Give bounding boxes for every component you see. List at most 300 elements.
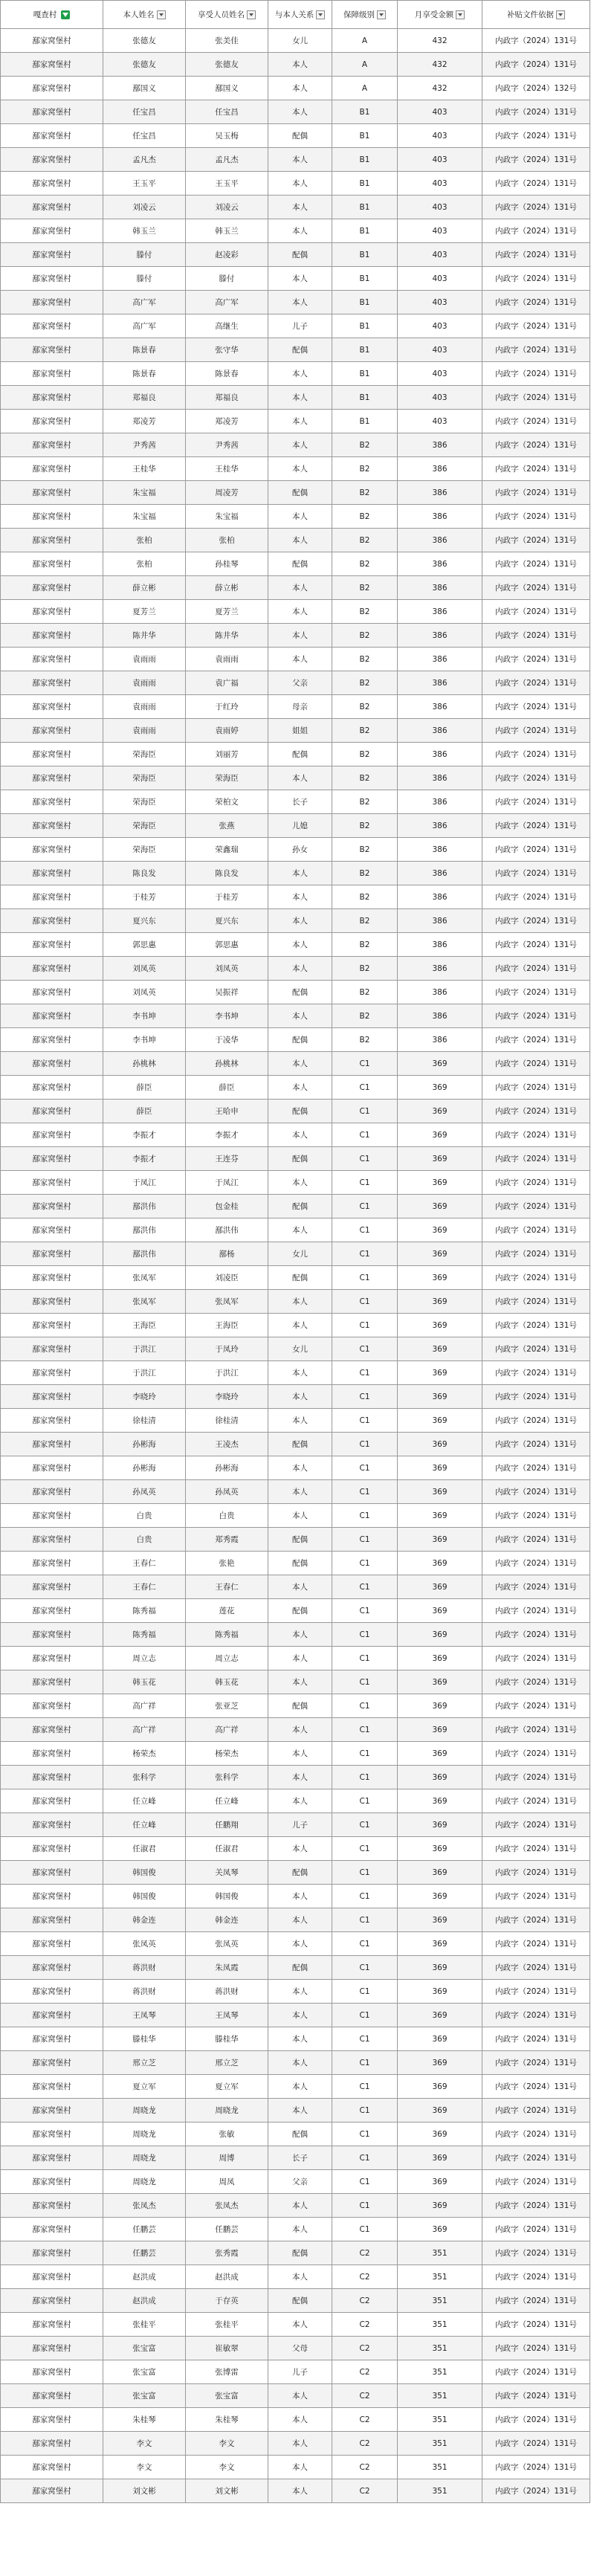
amount-cell[interactable]: 403 [398, 267, 482, 291]
relation-cell[interactable]: 本人 [268, 1504, 332, 1528]
beneficiary-name-cell[interactable]: 刘凌臣 [186, 1266, 268, 1290]
relation-cell[interactable]: 本人 [268, 172, 332, 196]
level-cell[interactable]: B2 [332, 648, 398, 671]
village-cell[interactable]: 鄯家窝堡村 [1, 695, 103, 719]
document-cell[interactable]: 内政字（2024）131号 [482, 719, 590, 743]
person-name-cell[interactable]: 李晓玲 [103, 1385, 186, 1409]
level-cell[interactable]: C1 [332, 1218, 398, 1242]
level-cell[interactable]: B2 [332, 981, 398, 1004]
relation-cell[interactable]: 配偶 [268, 1266, 332, 1290]
relation-cell[interactable]: 本人 [268, 1361, 332, 1385]
level-cell[interactable]: B1 [332, 219, 398, 243]
person-name-cell[interactable]: 孙彬海 [103, 1456, 186, 1480]
person-name-cell[interactable]: 滕付 [103, 267, 186, 291]
beneficiary-name-cell[interactable]: 韩玉兰 [186, 219, 268, 243]
relation-cell[interactable]: 本人 [268, 77, 332, 100]
amount-cell[interactable]: 369 [398, 1813, 482, 1837]
level-cell[interactable]: B2 [332, 529, 398, 552]
amount-cell[interactable]: 403 [398, 100, 482, 124]
person-name-cell[interactable]: 张凤军 [103, 1290, 186, 1314]
beneficiary-name-cell[interactable]: 夏立军 [186, 2075, 268, 2099]
document-cell[interactable]: 内政字（2024）131号 [482, 1504, 590, 1528]
level-cell[interactable]: C1 [332, 1123, 398, 1147]
relation-cell[interactable]: 本人 [268, 505, 332, 529]
relation-cell[interactable]: 儿媳 [268, 814, 332, 838]
village-cell[interactable]: 鄯家窝堡村 [1, 2265, 103, 2289]
person-name-cell[interactable]: 朱宝福 [103, 505, 186, 529]
amount-cell[interactable]: 351 [398, 2384, 482, 2408]
relation-cell[interactable]: 本人 [268, 2479, 332, 2503]
village-cell[interactable]: 鄯家窝堡村 [1, 933, 103, 957]
village-cell[interactable]: 鄯家窝堡村 [1, 671, 103, 695]
amount-cell[interactable]: 351 [398, 2337, 482, 2360]
beneficiary-name-cell[interactable]: 包金桂 [186, 1195, 268, 1218]
relation-cell[interactable]: 配偶 [268, 1694, 332, 1718]
beneficiary-name-cell[interactable]: 于桂芳 [186, 885, 268, 909]
amount-cell[interactable]: 386 [398, 814, 482, 838]
amount-cell[interactable]: 369 [398, 1861, 482, 1885]
amount-cell[interactable]: 369 [398, 1623, 482, 1647]
document-cell[interactable]: 内政字（2024）131号 [482, 29, 590, 53]
amount-cell[interactable]: 386 [398, 743, 482, 766]
beneficiary-name-cell[interactable]: 韩金连 [186, 1908, 268, 1932]
beneficiary-name-cell[interactable]: 李书坤 [186, 1004, 268, 1028]
document-cell[interactable]: 内政字（2024）131号 [482, 2075, 590, 2099]
village-cell[interactable]: 鄯家窝堡村 [1, 1147, 103, 1171]
beneficiary-name-cell[interactable]: 韩玉花 [186, 1670, 268, 1694]
document-cell[interactable]: 内政字（2024）131号 [482, 576, 590, 600]
beneficiary-name-cell[interactable]: 周晓龙 [186, 2099, 268, 2123]
relation-cell[interactable]: 配偶 [268, 2289, 332, 2313]
person-name-cell[interactable]: 任宝昌 [103, 100, 186, 124]
person-name-cell[interactable]: 韩金连 [103, 1908, 186, 1932]
level-cell[interactable]: C1 [332, 1694, 398, 1718]
beneficiary-name-cell[interactable]: 刘凌云 [186, 196, 268, 219]
level-cell[interactable]: C1 [332, 1052, 398, 1076]
amount-cell[interactable]: 369 [398, 1337, 482, 1361]
beneficiary-name-cell[interactable]: 张柏 [186, 529, 268, 552]
beneficiary-name-cell[interactable]: 白贵 [186, 1504, 268, 1528]
amount-cell[interactable]: 369 [398, 1504, 482, 1528]
relation-cell[interactable]: 本人 [268, 1409, 332, 1433]
amount-cell[interactable]: 386 [398, 481, 482, 505]
village-cell[interactable]: 鄯家窝堡村 [1, 1218, 103, 1242]
person-name-cell[interactable]: 张桂平 [103, 2313, 186, 2337]
beneficiary-name-cell[interactable]: 于洪江 [186, 1361, 268, 1385]
document-cell[interactable]: 内政字（2024）131号 [482, 362, 590, 386]
relation-cell[interactable]: 配偶 [268, 243, 332, 267]
level-cell[interactable]: B1 [332, 100, 398, 124]
village-cell[interactable]: 鄯家窝堡村 [1, 1433, 103, 1456]
village-cell[interactable]: 鄯家窝堡村 [1, 1504, 103, 1528]
document-cell[interactable]: 内政字（2024）131号 [482, 410, 590, 433]
amount-cell[interactable]: 432 [398, 53, 482, 77]
person-name-cell[interactable]: 任淑君 [103, 1837, 186, 1861]
level-cell[interactable]: C1 [332, 1861, 398, 1885]
person-name-cell[interactable]: 李振才 [103, 1123, 186, 1147]
document-cell[interactable]: 内政字（2024）131号 [482, 671, 590, 695]
amount-cell[interactable]: 403 [398, 314, 482, 338]
document-cell[interactable]: 内政字（2024）131号 [482, 695, 590, 719]
amount-cell[interactable]: 386 [398, 600, 482, 624]
document-cell[interactable]: 内政字（2024）131号 [482, 1766, 590, 1789]
amount-cell[interactable]: 403 [398, 172, 482, 196]
amount-cell[interactable]: 369 [398, 1908, 482, 1932]
village-cell[interactable]: 鄯家窝堡村 [1, 838, 103, 862]
relation-cell[interactable]: 本人 [268, 1123, 332, 1147]
relation-cell[interactable]: 本人 [268, 1314, 332, 1337]
person-name-cell[interactable]: 薛臣 [103, 1100, 186, 1123]
amount-cell[interactable]: 369 [398, 1361, 482, 1385]
relation-cell[interactable]: 本人 [268, 2408, 332, 2432]
level-cell[interactable]: B1 [332, 124, 398, 148]
relation-cell[interactable]: 本人 [268, 457, 332, 481]
relation-cell[interactable]: 儿子 [268, 1813, 332, 1837]
document-cell[interactable]: 内政字（2024）131号 [482, 2099, 590, 2123]
amount-cell[interactable]: 403 [398, 243, 482, 267]
level-cell[interactable]: C1 [332, 1385, 398, 1409]
beneficiary-name-cell[interactable]: 夏兴东 [186, 909, 268, 933]
village-cell[interactable]: 鄯家窝堡村 [1, 1361, 103, 1385]
beneficiary-name-cell[interactable]: 郑福良 [186, 386, 268, 410]
level-cell[interactable]: C1 [332, 1195, 398, 1218]
amount-cell[interactable]: 386 [398, 648, 482, 671]
relation-cell[interactable]: 本人 [268, 1766, 332, 1789]
village-cell[interactable]: 鄯家窝堡村 [1, 1337, 103, 1361]
person-name-cell[interactable]: 王凤琴 [103, 2004, 186, 2027]
village-cell[interactable]: 鄯家窝堡村 [1, 433, 103, 457]
beneficiary-name-cell[interactable]: 薛立彬 [186, 576, 268, 600]
amount-cell[interactable]: 369 [398, 2194, 482, 2218]
amount-cell[interactable]: 351 [398, 2479, 482, 2503]
amount-cell[interactable]: 369 [398, 1100, 482, 1123]
village-cell[interactable]: 鄯家窝堡村 [1, 1908, 103, 1932]
level-cell[interactable]: B2 [332, 671, 398, 695]
beneficiary-name-cell[interactable]: 滕付 [186, 267, 268, 291]
column-header-document-basis[interactable] [482, 1, 590, 29]
relation-cell[interactable]: 本人 [268, 862, 332, 885]
person-name-cell[interactable]: 荣海臣 [103, 814, 186, 838]
beneficiary-name-cell[interactable]: 周凤 [186, 2170, 268, 2194]
beneficiary-name-cell[interactable]: 于凌华 [186, 1028, 268, 1052]
document-cell[interactable]: 内政字（2024）131号 [482, 1076, 590, 1100]
beneficiary-name-cell[interactable]: 朱桂琴 [186, 2408, 268, 2432]
amount-cell[interactable]: 386 [398, 981, 482, 1004]
person-name-cell[interactable]: 王春仁 [103, 1575, 186, 1599]
person-name-cell[interactable]: 鄯国义 [103, 77, 186, 100]
village-cell[interactable]: 鄯家窝堡村 [1, 1314, 103, 1337]
column-header-person-name[interactable] [103, 1, 186, 29]
level-cell[interactable]: C1 [332, 1670, 398, 1694]
village-cell[interactable]: 鄯家窝堡村 [1, 624, 103, 648]
document-cell[interactable]: 内政字（2024）131号 [482, 2408, 590, 2432]
relation-cell[interactable]: 本人 [268, 2384, 332, 2408]
village-cell[interactable]: 鄯家窝堡村 [1, 2027, 103, 2051]
amount-cell[interactable]: 369 [398, 2099, 482, 2123]
level-cell[interactable]: C1 [332, 2218, 398, 2241]
level-cell[interactable]: A [332, 29, 398, 53]
person-name-cell[interactable]: 夏立军 [103, 2075, 186, 2099]
beneficiary-name-cell[interactable]: 邢立芝 [186, 2051, 268, 2075]
amount-cell[interactable]: 386 [398, 957, 482, 981]
beneficiary-name-cell[interactable]: 尹秀茜 [186, 433, 268, 457]
person-name-cell[interactable]: 夏芳兰 [103, 600, 186, 624]
beneficiary-name-cell[interactable]: 张科学 [186, 1766, 268, 1789]
document-cell[interactable]: 内政字（2024）131号 [482, 743, 590, 766]
person-name-cell[interactable]: 王桂华 [103, 457, 186, 481]
filter-dropdown-icon[interactable] [316, 10, 325, 19]
village-cell[interactable]: 鄯家窝堡村 [1, 267, 103, 291]
person-name-cell[interactable]: 杨荣杰 [103, 1742, 186, 1766]
person-name-cell[interactable]: 张柏 [103, 552, 186, 576]
relation-cell[interactable]: 父亲 [268, 2170, 332, 2194]
person-name-cell[interactable]: 鄯洪伟 [103, 1195, 186, 1218]
village-cell[interactable]: 鄯家窝堡村 [1, 1575, 103, 1599]
beneficiary-name-cell[interactable]: 陈秀福 [186, 1623, 268, 1647]
document-cell[interactable]: 内政字（2024）131号 [482, 1647, 590, 1670]
beneficiary-name-cell[interactable]: 赵凌彩 [186, 243, 268, 267]
document-cell[interactable]: 内政字（2024）131号 [482, 172, 590, 196]
level-cell[interactable]: C1 [332, 2004, 398, 2027]
beneficiary-name-cell[interactable]: 郑凌芳 [186, 410, 268, 433]
level-cell[interactable]: B1 [332, 267, 398, 291]
amount-cell[interactable]: 351 [398, 2289, 482, 2313]
person-name-cell[interactable]: 薛立彬 [103, 576, 186, 600]
relation-cell[interactable]: 本人 [268, 386, 332, 410]
amount-cell[interactable]: 351 [398, 2432, 482, 2456]
level-cell[interactable]: C1 [332, 1456, 398, 1480]
document-cell[interactable]: 内政字（2024）131号 [482, 2360, 590, 2384]
beneficiary-name-cell[interactable]: 陈井华 [186, 624, 268, 648]
document-cell[interactable]: 内政字（2024）131号 [482, 148, 590, 172]
document-cell[interactable]: 内政字（2024）131号 [482, 552, 590, 576]
person-name-cell[interactable]: 李文 [103, 2432, 186, 2456]
amount-cell[interactable]: 351 [398, 2456, 482, 2479]
beneficiary-name-cell[interactable]: 刘凤英 [186, 957, 268, 981]
person-name-cell[interactable]: 韩国俊 [103, 1885, 186, 1908]
beneficiary-name-cell[interactable]: 吴玉梅 [186, 124, 268, 148]
relation-cell[interactable]: 本人 [268, 219, 332, 243]
document-cell[interactable]: 内政字（2024）131号 [482, 1218, 590, 1242]
person-name-cell[interactable]: 鄯洪伟 [103, 1218, 186, 1242]
relation-cell[interactable]: 本人 [268, 196, 332, 219]
document-cell[interactable]: 内政字（2024）131号 [482, 219, 590, 243]
document-cell[interactable]: 内政字（2024）131号 [482, 1171, 590, 1195]
person-name-cell[interactable]: 高广祥 [103, 1694, 186, 1718]
level-cell[interactable]: B1 [332, 410, 398, 433]
relation-cell[interactable]: 本人 [268, 410, 332, 433]
relation-cell[interactable]: 配偶 [268, 338, 332, 362]
document-cell[interactable]: 内政字（2024）131号 [482, 1623, 590, 1647]
amount-cell[interactable]: 369 [398, 1195, 482, 1218]
person-name-cell[interactable]: 李书坤 [103, 1028, 186, 1052]
village-cell[interactable]: 鄯家窝堡村 [1, 1028, 103, 1052]
person-name-cell[interactable]: 郭思惠 [103, 933, 186, 957]
beneficiary-name-cell[interactable]: 任鹏翔 [186, 1813, 268, 1837]
amount-cell[interactable]: 369 [398, 1575, 482, 1599]
beneficiary-name-cell[interactable]: 郭思惠 [186, 933, 268, 957]
person-name-cell[interactable]: 薛臣 [103, 1076, 186, 1100]
document-cell[interactable]: 内政字（2024）131号 [482, 2194, 590, 2218]
relation-cell[interactable]: 本人 [268, 1718, 332, 1742]
relation-cell[interactable]: 本人 [268, 1004, 332, 1028]
level-cell[interactable]: B1 [332, 243, 398, 267]
beneficiary-name-cell[interactable]: 任立峰 [186, 1789, 268, 1813]
village-cell[interactable]: 鄯家窝堡村 [1, 291, 103, 314]
beneficiary-name-cell[interactable]: 王凌杰 [186, 1433, 268, 1456]
beneficiary-name-cell[interactable]: 荣海臣 [186, 766, 268, 790]
village-cell[interactable]: 鄯家窝堡村 [1, 386, 103, 410]
document-cell[interactable]: 内政字（2024）131号 [482, 267, 590, 291]
level-cell[interactable]: C2 [332, 2432, 398, 2456]
level-cell[interactable]: C1 [332, 1552, 398, 1575]
village-cell[interactable]: 鄯家窝堡村 [1, 2289, 103, 2313]
village-cell[interactable]: 鄯家窝堡村 [1, 1100, 103, 1123]
amount-cell[interactable]: 386 [398, 576, 482, 600]
person-name-cell[interactable]: 孙桃林 [103, 1052, 186, 1076]
document-cell[interactable]: 内政字（2024）131号 [482, 196, 590, 219]
beneficiary-name-cell[interactable]: 张桂平 [186, 2313, 268, 2337]
relation-cell[interactable]: 本人 [268, 2456, 332, 2479]
beneficiary-name-cell[interactable]: 徐桂清 [186, 1409, 268, 1433]
amount-cell[interactable]: 403 [398, 291, 482, 314]
person-name-cell[interactable]: 于洪江 [103, 1337, 186, 1361]
beneficiary-name-cell[interactable]: 孙彬海 [186, 1456, 268, 1480]
amount-cell[interactable]: 403 [398, 362, 482, 386]
beneficiary-name-cell[interactable]: 朱宝福 [186, 505, 268, 529]
level-cell[interactable]: A [332, 77, 398, 100]
amount-cell[interactable]: 369 [398, 2146, 482, 2170]
person-name-cell[interactable]: 白贵 [103, 1528, 186, 1552]
amount-cell[interactable]: 369 [398, 1123, 482, 1147]
beneficiary-name-cell[interactable]: 荣鑫瑞 [186, 838, 268, 862]
level-cell[interactable]: B1 [332, 291, 398, 314]
village-cell[interactable]: 鄯家窝堡村 [1, 600, 103, 624]
amount-cell[interactable]: 351 [398, 2313, 482, 2337]
level-cell[interactable]: B2 [332, 790, 398, 814]
document-cell[interactable]: 内政字（2024）131号 [482, 1932, 590, 1956]
amount-cell[interactable]: 351 [398, 2360, 482, 2384]
filter-dropdown-icon[interactable] [556, 10, 565, 19]
village-cell[interactable]: 鄯家窝堡村 [1, 1266, 103, 1290]
person-name-cell[interactable]: 朱宝福 [103, 481, 186, 505]
relation-cell[interactable]: 本人 [268, 1647, 332, 1670]
amount-cell[interactable]: 369 [398, 1385, 482, 1409]
beneficiary-name-cell[interactable]: 任鹏芸 [186, 2218, 268, 2241]
beneficiary-name-cell[interactable]: 王连芬 [186, 1147, 268, 1171]
document-cell[interactable]: 内政字（2024）131号 [482, 2051, 590, 2075]
level-cell[interactable]: C1 [332, 1433, 398, 1456]
village-cell[interactable]: 鄯家窝堡村 [1, 790, 103, 814]
amount-cell[interactable]: 351 [398, 2408, 482, 2432]
person-name-cell[interactable]: 陈秀福 [103, 1599, 186, 1623]
amount-cell[interactable]: 386 [398, 552, 482, 576]
village-cell[interactable]: 鄯家窝堡村 [1, 1766, 103, 1789]
amount-cell[interactable]: 432 [398, 29, 482, 53]
amount-cell[interactable]: 386 [398, 838, 482, 862]
amount-cell[interactable]: 369 [398, 1980, 482, 2004]
level-cell[interactable]: B2 [332, 1028, 398, 1052]
level-cell[interactable]: B1 [332, 172, 398, 196]
document-cell[interactable]: 内政字（2024）131号 [482, 933, 590, 957]
amount-cell[interactable]: 369 [398, 1242, 482, 1266]
amount-cell[interactable]: 403 [398, 196, 482, 219]
beneficiary-name-cell[interactable]: 张燕 [186, 814, 268, 838]
person-name-cell[interactable]: 蒋洪财 [103, 1956, 186, 1980]
amount-cell[interactable]: 369 [398, 1433, 482, 1456]
person-name-cell[interactable]: 韩玉兰 [103, 219, 186, 243]
document-cell[interactable]: 内政字（2024）131号 [482, 624, 590, 648]
document-cell[interactable]: 内政字（2024）131号 [482, 862, 590, 885]
document-cell[interactable]: 内政字（2024）131号 [482, 505, 590, 529]
document-cell[interactable]: 内政字（2024）131号 [482, 457, 590, 481]
document-cell[interactable]: 内政字（2024）131号 [482, 1480, 590, 1504]
village-cell[interactable]: 鄯家窝堡村 [1, 1670, 103, 1694]
village-cell[interactable]: 鄯家窝堡村 [1, 243, 103, 267]
village-cell[interactable]: 鄯家窝堡村 [1, 1076, 103, 1100]
village-cell[interactable]: 鄯家窝堡村 [1, 1956, 103, 1980]
document-cell[interactable]: 内政字（2024）131号 [482, 1813, 590, 1837]
document-cell[interactable]: 内政字（2024）131号 [482, 1552, 590, 1575]
person-name-cell[interactable]: 陈景春 [103, 362, 186, 386]
amount-cell[interactable]: 369 [398, 1647, 482, 1670]
person-name-cell[interactable]: 夏兴东 [103, 909, 186, 933]
person-name-cell[interactable]: 白贵 [103, 1504, 186, 1528]
person-name-cell[interactable]: 张科学 [103, 1766, 186, 1789]
person-name-cell[interactable]: 任鹏芸 [103, 2241, 186, 2265]
level-cell[interactable]: C1 [332, 1647, 398, 1670]
document-cell[interactable]: 内政字（2024）131号 [482, 1409, 590, 1433]
beneficiary-name-cell[interactable]: 孟凡杰 [186, 148, 268, 172]
relation-cell[interactable]: 本人 [268, 100, 332, 124]
person-name-cell[interactable]: 刘凌云 [103, 196, 186, 219]
village-cell[interactable]: 鄯家窝堡村 [1, 410, 103, 433]
document-cell[interactable]: 内政字（2024）131号 [482, 1456, 590, 1480]
relation-cell[interactable]: 本人 [268, 2004, 332, 2027]
document-cell[interactable]: 内政字（2024）131号 [482, 53, 590, 77]
beneficiary-name-cell[interactable]: 杨荣杰 [186, 1742, 268, 1766]
village-cell[interactable]: 鄯家窝堡村 [1, 1480, 103, 1504]
relation-cell[interactable]: 配偶 [268, 1433, 332, 1456]
level-cell[interactable]: C1 [332, 1076, 398, 1100]
amount-cell[interactable]: 386 [398, 933, 482, 957]
document-cell[interactable]: 内政字（2024）131号 [482, 1004, 590, 1028]
amount-cell[interactable]: 386 [398, 719, 482, 743]
person-name-cell[interactable]: 陈景春 [103, 338, 186, 362]
filter-dropdown-icon[interactable] [157, 10, 166, 19]
person-name-cell[interactable]: 袁雨雨 [103, 648, 186, 671]
relation-cell[interactable]: 母亲 [268, 695, 332, 719]
beneficiary-name-cell[interactable]: 孙桂琴 [186, 552, 268, 576]
village-cell[interactable]: 鄯家窝堡村 [1, 1980, 103, 2004]
column-header-beneficiary-name[interactable] [186, 1, 268, 29]
village-cell[interactable]: 鄯家窝堡村 [1, 2146, 103, 2170]
person-name-cell[interactable]: 袁雨雨 [103, 719, 186, 743]
person-name-cell[interactable]: 韩国俊 [103, 1861, 186, 1885]
amount-cell[interactable]: 369 [398, 1932, 482, 1956]
amount-cell[interactable]: 369 [398, 1956, 482, 1980]
level-cell[interactable]: B2 [332, 1004, 398, 1028]
person-name-cell[interactable]: 赵洪成 [103, 2265, 186, 2289]
relation-cell[interactable]: 配偶 [268, 1195, 332, 1218]
level-cell[interactable]: C2 [332, 2241, 398, 2265]
beneficiary-name-cell[interactable]: 张凤军 [186, 1290, 268, 1314]
village-cell[interactable]: 鄯家窝堡村 [1, 338, 103, 362]
amount-cell[interactable]: 369 [398, 1789, 482, 1813]
beneficiary-name-cell[interactable]: 王凤琴 [186, 2004, 268, 2027]
beneficiary-name-cell[interactable]: 周立志 [186, 1647, 268, 1670]
relation-cell[interactable]: 本人 [268, 1076, 332, 1100]
